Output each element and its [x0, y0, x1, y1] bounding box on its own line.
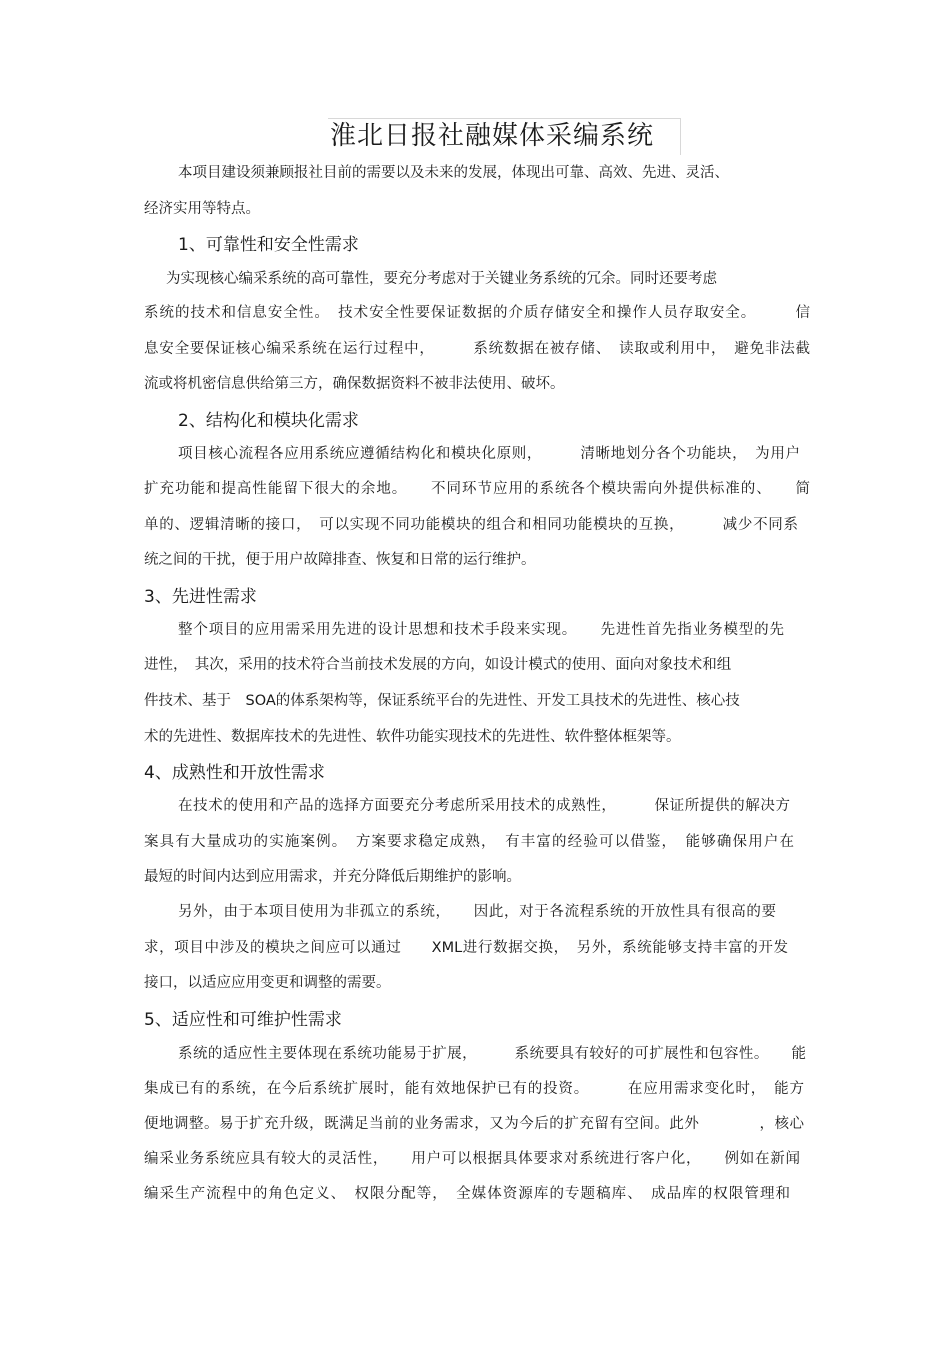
section-heading: 4、成熟性和开放性需求 [144, 763, 325, 783]
paragraph-line: 在技术的使用和产品的选择方面要充分考虑所采用技术的成熟性， 保证所提供的解决方 [178, 798, 790, 814]
intro-line: 本项目建设须兼顾报社目前的需要以及未来的发展，体现出可靠、高效、先进、灵活、 [178, 165, 729, 181]
paragraph-line: 项目核心流程各应用系统应遵循结构化和模块化原则， 清晰地划分各个功能块， 为用户 [178, 446, 800, 462]
section-heading: 3、先进性需求 [144, 587, 257, 607]
paragraph-line: 案具有大量成功的实施案例。 方案要求稳定成熟， 有丰富的经验可以借鉴， 能够确保用户在 [144, 834, 794, 850]
paragraph-line: 系统的技术和信息安全性。 技术安全性要保证数据的介质存储安全和操作人员存取安全。 信 [144, 305, 810, 321]
paragraph-line: 件技术、基于 SOA的体系架构等，保证系统平台的先进性、开发工具技术的先进性、核心技 [144, 693, 740, 709]
paragraph-line: 单的、逻辑清晰的接口， 可以实现不同功能模块的组合和相同功能模块的互换， 减少不同系 [144, 517, 798, 533]
paragraph-line: 接口，以适应应用变更和调整的需要。 [144, 975, 391, 991]
paragraph-line: 整个项目的应用需采用先进的设计思想和技术手段来实现。 先进性首先指业务模型的先 [178, 622, 784, 638]
paragraph-line: 统之间的干扰，便于用户故障排查、恢复和日常的运行维护。 [144, 552, 536, 568]
intro-line: 经济实用等特点。 [144, 201, 260, 217]
paragraph-line: 求，项目中涉及的模块之间应可以通过 XML进行数据交换， 另外，系统能够支持丰富的开发 [144, 940, 788, 956]
paragraph-line: 扩充功能和提高性能留下很大的余地。 不同环节应用的系统各个模块需向外提供标准的、 简 [144, 481, 810, 497]
paragraph-line: 编采业务系统应具有较大的灵活性， 用户可以根据具体要求对系统进行客户化， 例如在新闻 [144, 1151, 800, 1167]
paragraph-line: 为实现核心编采系统的高可靠性，要充分考虑对于关键业务系统的冗余。同时还要考虑 [166, 271, 717, 287]
paragraph-line: 编采生产流程中的角色定义、 权限分配等， 全媒体资源库的专题稿库、 成品库的权限管理和 [144, 1186, 790, 1202]
paragraph-line: 系统的适应性主要体现在系统功能易于扩展， 系统要具有较好的可扩展性和包容性。 能 [178, 1046, 806, 1062]
paragraph-line: 进性， 其次，采用的技术符合当前技术发展的方向，如设计模式的使用、面向对象技术和组 [144, 657, 732, 673]
section-heading: 1、可靠性和安全性需求 [178, 235, 359, 255]
paragraph-line: 息安全要保证核心编采系统在运行过程中， 系统数据在被存储、 读取或利用中， 避免非法截 [144, 341, 810, 357]
paragraph-line: 另外，由于本项目使用为非孤立的系统， 因此，对于各流程系统的开放性具有很高的要 [178, 904, 776, 920]
section-heading: 2、结构化和模块化需求 [178, 411, 359, 431]
paragraph-line: 流或将机密信息供给第三方，确保数据资料不被非法使用、破坏。 [144, 376, 565, 392]
document-title: 淮北日报社融媒体采编系统 [330, 121, 655, 151]
paragraph-line: 集成已有的系统，在今后系统扩展时，能有效地保护已有的投资。 在应用需求变化时， 能方 [144, 1081, 804, 1097]
paragraph-line: 最短的时间内达到应用需求，并充分降低后期维护的影响。 [144, 869, 521, 885]
paragraph-line: 便地调整。易于扩充升级，既满足当前的业务需求，又为今后的扩充留有空间。此外 ，核心 [144, 1116, 804, 1132]
paragraph-line: 术的先进性、数据库技术的先进性、软件功能实现技术的先进性、软件整体框架等。 [144, 729, 681, 745]
section-heading: 5、适应性和可维护性需求 [144, 1010, 342, 1030]
